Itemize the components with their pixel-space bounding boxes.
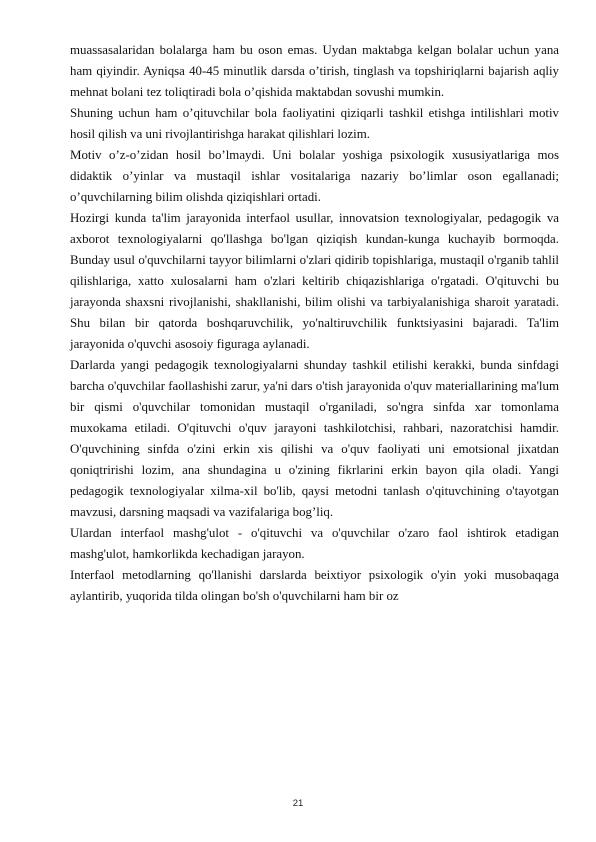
paragraph-5: Darlarda yangi pedagogik texnologiyalarni shunday tashkil etilishi kerakki, bunda sinfdagi barcha o'quvchilar faollashishi zarur, ya'ni dars o'tish jarayonida o'quv materiallarining ma'lum bir qismi o'quvchilar tomonidan mustaqil o'rganiladi, so'ngra sinfda xar tomonlama muxokama etiladi. O'qituvchi o'quv jarayoni tashkilotchisi, rahbari, nazoratchisi hamdir. O'quvchining sinfda o'zini erkin xis qilishi va o'quv faoliyati uni emotsional jixatdan qoniqtririshi lozim, ana shundagina u o'zining fikrlarini erkin bayon qila oladi. Yangi pedagogik texnologiyalar xilma-xil bo'lib, qaysi metodni tanlash o'qituvchining o'tayotgan mavzusi, darsning maqsadi va vazifalariga bog’liq. [70, 358, 559, 519]
paragraph-6: Ulardan interfaol mashg'ulot - o'qituvchi va o'quvchilar o'zaro faol ishtirok etadigan mashg'ulot, hamkorlikda kechadigan jarayon. [70, 526, 559, 561]
body-text [70, 40, 559, 607]
page-number: 21 [292, 798, 304, 809]
paragraph-2: Shuning uchun ham o’qituvchilar bola faoliyatini qiziqarli tashkil etishga intilishlari motiv hosil qilish va uni rivojlantirishga harakat qilishlari lozim. [70, 106, 559, 141]
paragraph-4: Hozirgi kunda ta'lim jarayonida interfaol usullar, innovatsion texnologiyalar, pedagogik va axborot texnologiyalarni qo'llashga bo'lgan qiziqish kundan-kunga kuchayib bormoqda. Bunday usul o'quvchilarni tayyor bilimlarni o'zlari qidirib topishlariga, mustaqil o'rganib tahlil qilishlariga, xatto xulosalarni ham o'zlari keltirib chiqazishlariga o'rgatadi. O'qituvchi bu jarayonda shaxsni rivojlanishi, shakllanishi, bilim olishi va tarbiyalanishiga sharoit yaratadi. Shu bilan bir qatorda boshqaruvchilik, yo'naltiruvchilik funktsiyasini bajaradi. Ta'lim jarayonida o'quvchi asosoiy figuraga aylanadi. [70, 211, 559, 351]
paragraph-3: Motiv o’z-o’zidan hosil bo’lmaydi. Uni bolalar yoshiga psixologik xususiyatlariga mos didaktik o’yinlar va mustaqil ishlar vositalariga nazariy bo’limlar oson egallanadi; o’quvchilarning bilim olishda qiziqishlari ortadi. [70, 148, 559, 204]
paragraph-1: muassasalaridan bolalarga ham bu oson emas. Uydan maktabga kelgan bolalar uchun yana ham qiyindir. Ayniqsa 40-45 minutlik darsda o’tirish, tinglash va topshiriqlarni bajarish aqliy mehnat bolani tez toliqtiradi bola o’qishida maktabdan sovushi mumkin. [70, 43, 559, 99]
paragraph-7: Interfaol metodlarning qo'llanishi darslarda beixtiyor psixologik o'yin yoki musobaqaga aylantirib, yuqorida tilda olingan bo'sh o'quvchilarni ham bir oz [70, 568, 559, 603]
